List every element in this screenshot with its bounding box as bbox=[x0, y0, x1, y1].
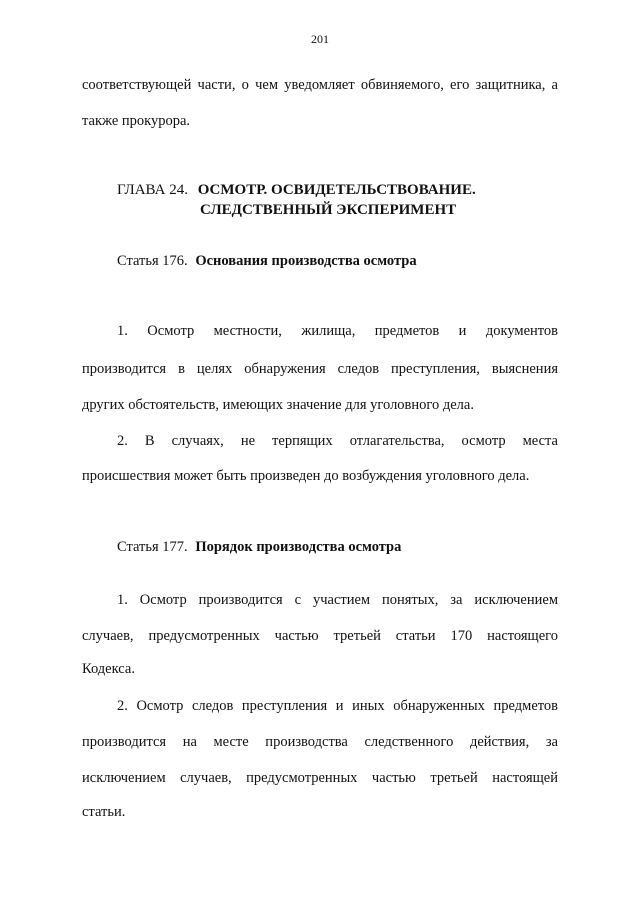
article-177-p1-line-1: 1. Осмотр производится с участием понятых, за исключением bbox=[117, 592, 558, 608]
article-177-p1-line-2: случаев, предусмотренных частью третьей статьи 170 настоящего bbox=[82, 628, 558, 644]
intro-line-2: также прокурора. bbox=[82, 113, 191, 129]
article-177-p2-line-4: статьи. bbox=[82, 804, 126, 820]
article-176-title: Основания производства осмотра bbox=[195, 253, 417, 269]
chapter-title-line-1: ОСМОТР. ОСВИДЕТЕЛЬСТВОВАНИЕ. bbox=[197, 182, 476, 198]
chapter-title-line-2: СЛЕДСТВЕННЫЙ ЭКСПЕРИМЕНТ bbox=[200, 202, 457, 218]
article-176-heading bbox=[117, 252, 417, 270]
chapter-heading-cont bbox=[200, 200, 456, 220]
page-number: 201 bbox=[311, 32, 329, 46]
article-176-p1-line-3: других обстоятельств, имеющих значение для уголовного дела. bbox=[82, 397, 474, 413]
article-177-p2-line-2: производится на месте производства следственного действия, за bbox=[82, 734, 558, 750]
chapter-label: ГЛАВА 24. bbox=[117, 182, 188, 198]
article-177-p2-line-1: 2. Осмотр следов преступления и иных обнаруженных предметов bbox=[117, 698, 558, 714]
article-177-p1-line-3: Кодекса. bbox=[82, 661, 135, 677]
article-176-p2-line-2: происшествия может быть произведен до возбуждения уголовного дела. bbox=[82, 468, 530, 484]
article-177-label: Статья 177. bbox=[117, 539, 188, 555]
intro-line-1: соответствующей части, о чем уведомляет обвиняемого, его защитника, а bbox=[82, 77, 558, 93]
article-176-p2-line-1: 2. В случаях, не терпящих отлагательства, осмотр места bbox=[117, 433, 558, 449]
article-177-p2-line-3: исключением случаев, предусмотренных частью третьей настоящей bbox=[82, 770, 558, 786]
article-176-p1-line-1: 1. Осмотр местности, жилища, предметов и документов bbox=[117, 323, 558, 339]
article-177-heading bbox=[117, 538, 401, 556]
article-177-title: Порядок производства осмотра bbox=[195, 539, 402, 555]
article-176-label: Статья 176. bbox=[117, 253, 188, 269]
article-176-p1-line-2: производится в целях обнаружения следов преступления, выяснения bbox=[82, 361, 558, 377]
chapter-heading bbox=[117, 180, 476, 200]
